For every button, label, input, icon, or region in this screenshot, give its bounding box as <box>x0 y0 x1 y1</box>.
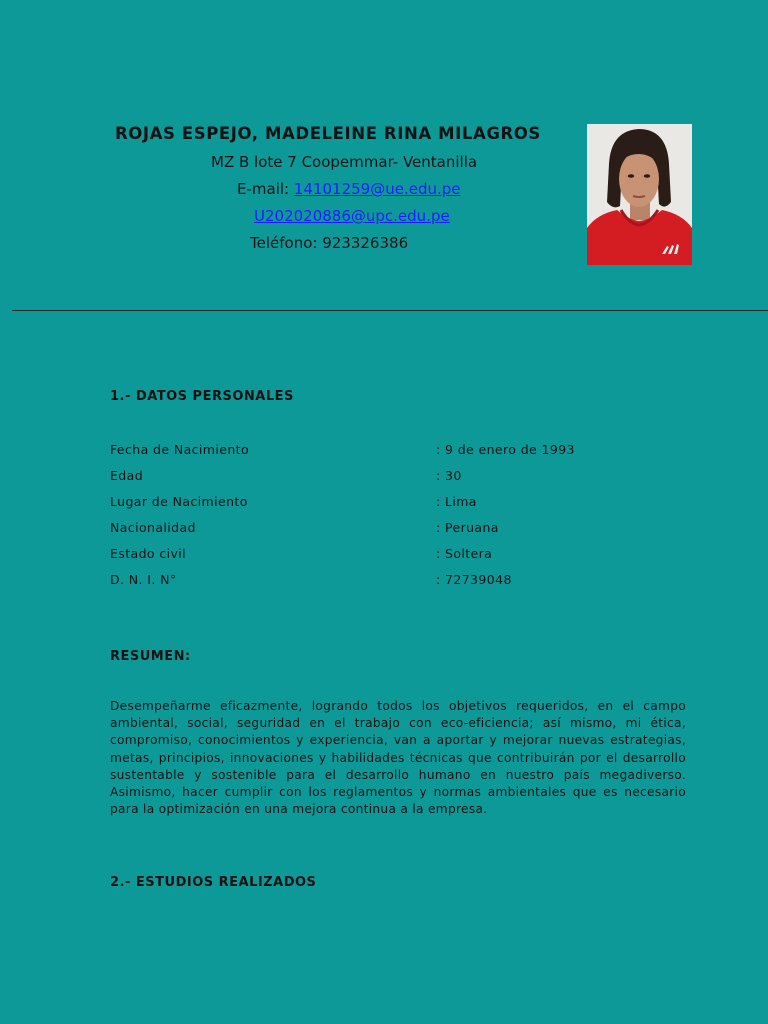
personal-row <box>110 442 690 460</box>
personal-row <box>110 520 690 538</box>
personal-data-title: 1.- DATOS PERSONALES <box>110 389 294 404</box>
address: MZ B lote 7 Coopemmar- Ventanilla <box>211 153 478 171</box>
email-link-2[interactable]: U202020886@upc.edu.pe <box>254 207 450 225</box>
profile-photo <box>587 124 692 265</box>
personal-row-value: : 72739048 <box>436 572 512 587</box>
header-divider <box>12 310 768 311</box>
personal-row-label: Nacionalidad <box>110 520 196 535</box>
personal-row-label: Lugar de Nacimiento <box>110 494 248 509</box>
personal-row-value: : 30 <box>436 468 462 483</box>
candidate-name: ROJAS ESPEJO, MADELEINE RINA MILAGROS <box>115 124 541 143</box>
studies-title: 2.- ESTUDIOS REALIZADOS <box>110 875 317 890</box>
phone-line <box>250 234 408 252</box>
phone-number: 923326386 <box>322 234 409 252</box>
personal-row <box>110 546 690 564</box>
personal-row <box>110 468 690 486</box>
personal-row-value: : Lima <box>436 494 477 509</box>
email-link-1[interactable]: 14101259@ue.edu.pe <box>293 180 461 198</box>
personal-row-label: Fecha de Nacimiento <box>110 442 249 457</box>
phone-label: Teléfono: <box>250 234 318 252</box>
personal-row-value: : 9 de enero de 1993 <box>436 442 575 457</box>
personal-row-label: Estado civil <box>110 546 187 561</box>
personal-row-label: Edad <box>110 468 144 483</box>
email-line-2 <box>254 207 450 225</box>
personal-row <box>110 494 690 512</box>
summary-text: Desempeñarme eficazmente, logrando todos los objetivos requeridos, en el campo ambiental, social, seguridad en el trabajo con eco-eficiencia; así mismo, mi ética, compromiso, conocimientos y experiencia, van a aportar y mejorar nuevas estrategias, metas, principios, innovaciones y habilidades técnicas que contribuirán por el desarrollo sustentable y sostenible para el desarrollo humano en nuestro país megadiverso. Asimismo, hacer cumplir con los reglamentos y normas ambientales que es necesario para la optimización en una mejora continua a la empresa. <box>110 699 686 817</box>
personal-row <box>110 572 690 590</box>
personal-row-label: D. N. I. N° <box>110 572 177 587</box>
personal-row-value: : Peruana <box>436 520 499 535</box>
email-label: E-mail: <box>237 180 290 198</box>
summary-title: RESUMEN: <box>110 649 191 664</box>
personal-row-value: : Soltera <box>436 546 493 561</box>
email-line-1 <box>237 180 461 198</box>
